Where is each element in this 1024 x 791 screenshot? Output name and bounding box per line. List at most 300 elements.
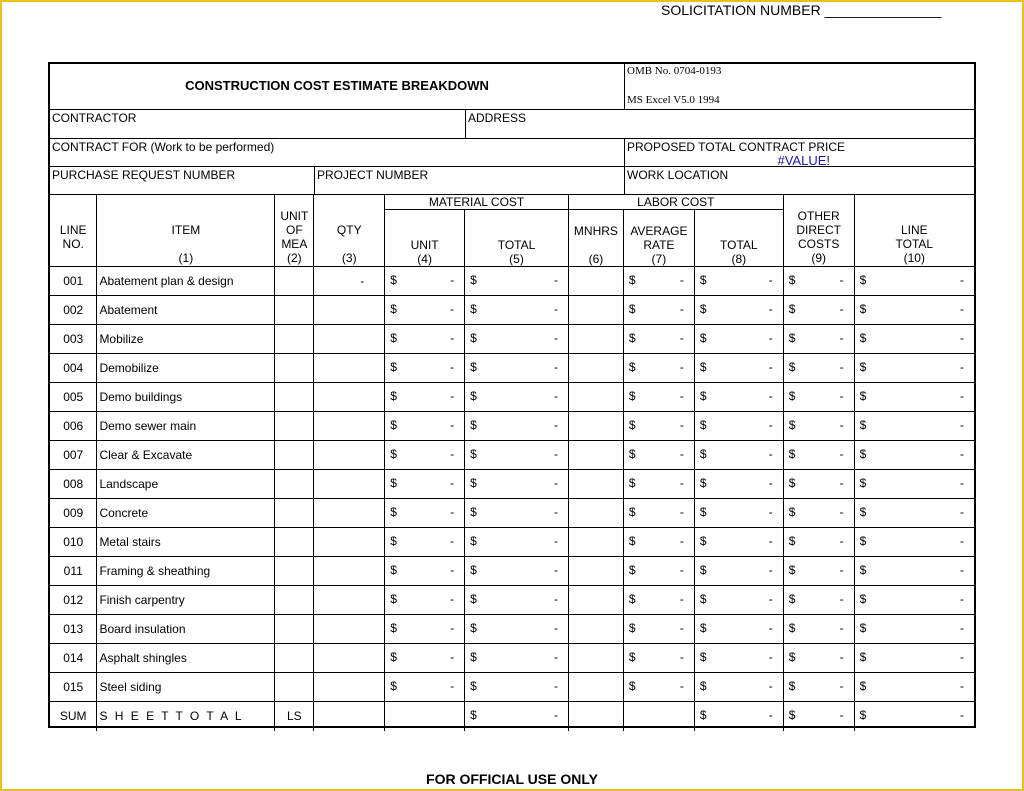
other-direct-costs-cell[interactable] [783, 354, 854, 383]
unit-of-measure-cell[interactable] [275, 528, 314, 557]
line-total-cell[interactable] [854, 644, 974, 673]
dollar-sign: $ [628, 592, 636, 606]
sheet-total-label: S H E E T T O T A L [97, 702, 275, 731]
qty-cell[interactable] [314, 412, 385, 441]
line-total-cell[interactable] [854, 470, 974, 499]
material-total-cell[interactable] [465, 673, 569, 702]
other-direct-costs-cell[interactable] [783, 644, 854, 673]
official-use-footer: FOR OFFICIAL USE ONLY [426, 771, 598, 787]
dollar-sign: $ [470, 302, 477, 316]
material-unit-cell[interactable] [385, 325, 465, 354]
dash-value: - [768, 389, 773, 403]
mnhrs-cell[interactable] [568, 470, 623, 499]
labor-total-cell[interactable] [694, 557, 783, 586]
item-name[interactable]: Mobilize [97, 325, 275, 354]
qty-cell[interactable]: - [314, 267, 385, 296]
mnhrs-cell[interactable] [568, 615, 623, 644]
average-rate-cell[interactable] [623, 499, 694, 528]
table-row [50, 528, 974, 557]
project-number-label: PROJECT NUMBER [317, 168, 429, 182]
material-unit-cell[interactable] [385, 441, 465, 470]
dollar-sign: $ [628, 447, 636, 461]
dash-value: - [839, 592, 844, 606]
item-name[interactable]: Demo sewer main [97, 412, 275, 441]
dash-value: - [768, 592, 773, 606]
dollar-sign: $ [859, 592, 867, 606]
dollar-sign: $ [788, 650, 796, 664]
dash-value: - [679, 679, 684, 693]
work-location-field[interactable] [624, 167, 974, 194]
line-number: 006 [50, 412, 97, 441]
other-direct-costs-cell[interactable] [783, 528, 854, 557]
other-direct-costs-cell[interactable] [783, 267, 854, 296]
item-name[interactable]: Concrete [97, 499, 275, 528]
qty-cell[interactable] [314, 644, 385, 673]
unit-of-measure-cell[interactable] [275, 325, 314, 354]
item-name[interactable]: Abatement [97, 296, 275, 325]
line-total-cell[interactable] [854, 557, 974, 586]
dash-value: - [768, 476, 773, 490]
sum-other-direct-costs-cell[interactable] [783, 702, 854, 731]
purchase-request-field[interactable] [50, 167, 314, 194]
dollar-sign: $ [699, 505, 707, 519]
dash-value: - [679, 447, 684, 461]
labor-total-cell[interactable] [694, 470, 783, 499]
qty-cell[interactable] [314, 470, 385, 499]
line-number: 008 [50, 470, 97, 499]
proposed-price-value: #VALUE! [777, 153, 830, 168]
material-total-cell[interactable] [465, 412, 569, 441]
dash-value: - [839, 650, 844, 664]
contractor-field[interactable] [50, 110, 465, 138]
line-total-cell[interactable] [854, 615, 974, 644]
dollar-sign: $ [390, 650, 397, 664]
dash-value: - [768, 679, 773, 693]
other-direct-costs-cell[interactable] [783, 470, 854, 499]
mnhrs-cell[interactable] [568, 354, 623, 383]
line-total-header: LINE TOTAL (10) [854, 195, 974, 267]
other-direct-costs-cell[interactable] [783, 673, 854, 702]
dash-value: - [839, 708, 844, 722]
mnhrs-cell[interactable] [568, 557, 623, 586]
dollar-sign: $ [390, 418, 397, 432]
labor-total-cell[interactable] [694, 267, 783, 296]
line-total-cell[interactable] [854, 354, 974, 383]
line-number: 004 [50, 354, 97, 383]
dollar-sign: $ [788, 331, 796, 345]
cost-estimate-form [48, 62, 976, 728]
material-total-cell[interactable] [465, 267, 569, 296]
labor-total-cell[interactable] [694, 441, 783, 470]
dash-value: - [839, 621, 844, 635]
dash-value: - [553, 302, 558, 316]
labor-total-cell[interactable] [694, 296, 783, 325]
dash-value: - [960, 360, 964, 374]
omb-number: OMB No. 0704-0193 [627, 65, 722, 77]
unit-of-measure-cell[interactable] [275, 267, 314, 296]
unit-of-measure-cell[interactable] [275, 644, 314, 673]
material-unit-cell[interactable] [385, 644, 465, 673]
dash-value: - [839, 331, 844, 345]
dollar-sign: $ [699, 563, 707, 577]
sum-material-total-cell[interactable] [465, 702, 569, 731]
form-title: CONSTRUCTION COST ESTIMATE BREAKDOWN [185, 78, 489, 93]
labor-cost-header: LABOR COST [568, 195, 783, 210]
dollar-sign: $ [470, 534, 477, 548]
item-header: ITEM (1) [97, 195, 275, 267]
labor-total-cell[interactable] [694, 354, 783, 383]
table-row [50, 354, 974, 383]
dollar-sign: $ [470, 592, 477, 606]
dash-value: - [679, 563, 684, 577]
material-total-cell[interactable] [465, 528, 569, 557]
average-rate-cell[interactable] [623, 296, 694, 325]
dash-value: - [768, 447, 773, 461]
dash-value: - [839, 447, 844, 461]
dollar-sign: $ [470, 476, 477, 490]
material-unit-cell[interactable] [385, 528, 465, 557]
table-row [50, 615, 974, 644]
contract-for-field[interactable] [50, 139, 624, 166]
line-total-cell[interactable] [854, 325, 974, 354]
dollar-sign: $ [699, 534, 707, 548]
unit-of-measure-cell[interactable] [275, 441, 314, 470]
qty-cell[interactable] [314, 296, 385, 325]
dollar-sign: $ [859, 650, 867, 664]
dollar-sign: $ [859, 273, 867, 287]
average-rate-cell[interactable] [623, 354, 694, 383]
dash-value: - [450, 505, 455, 519]
dollar-sign: $ [628, 418, 636, 432]
dollar-sign: $ [470, 650, 477, 664]
material-unit-cell[interactable] [385, 673, 465, 702]
material-unit-cell[interactable] [385, 557, 465, 586]
material-total-cell[interactable] [465, 383, 569, 412]
dollar-sign: $ [628, 679, 636, 693]
qty-cell[interactable] [314, 383, 385, 412]
unit-of-measure-cell[interactable] [275, 354, 314, 383]
dollar-sign: $ [628, 476, 636, 490]
average-rate-cell[interactable] [623, 528, 694, 557]
dash-value: - [768, 418, 773, 432]
dollar-sign: $ [859, 563, 867, 577]
line-total-cell[interactable] [854, 296, 974, 325]
dollar-sign: $ [470, 563, 477, 577]
labor-total-cell[interactable] [694, 615, 783, 644]
dash-value: - [768, 708, 773, 722]
other-direct-costs-cell[interactable] [783, 586, 854, 615]
material-unit-cell[interactable] [385, 615, 465, 644]
labor-total-cell[interactable] [694, 499, 783, 528]
material-total-cell[interactable] [465, 296, 569, 325]
dash-value: - [450, 273, 455, 287]
material-unit-cell[interactable] [385, 499, 465, 528]
material-total-cell[interactable] [465, 441, 569, 470]
address-label: ADDRESS [468, 111, 527, 125]
qty-cell[interactable] [314, 325, 385, 354]
dollar-sign: $ [470, 418, 477, 432]
dollar-sign: $ [390, 302, 397, 316]
work-location-label: WORK LOCATION [627, 168, 729, 182]
dash-value: - [960, 621, 964, 635]
sum-average-rate-cell[interactable] [623, 702, 694, 731]
average-rate-cell[interactable] [623, 470, 694, 499]
other-direct-costs-cell[interactable] [783, 441, 854, 470]
sum-material-unit-cell[interactable] [385, 702, 465, 731]
line-total-cell[interactable] [854, 528, 974, 557]
line-total-cell[interactable] [854, 499, 974, 528]
average-rate-cell[interactable] [623, 383, 694, 412]
mnhrs-cell[interactable] [568, 644, 623, 673]
other-direct-costs-cell[interactable] [783, 412, 854, 441]
table-row [50, 499, 974, 528]
unit-of-measure-cell[interactable] [275, 499, 314, 528]
dash-value: - [960, 679, 964, 693]
item-name[interactable]: Finish carpentry [97, 586, 275, 615]
labor-total-cell[interactable] [694, 325, 783, 354]
dollar-sign: $ [390, 331, 397, 345]
item-name[interactable]: Landscape [97, 470, 275, 499]
qty-cell[interactable] [314, 586, 385, 615]
average-rate-cell[interactable] [623, 325, 694, 354]
qty-cell[interactable] [314, 673, 385, 702]
line-total-cell[interactable] [854, 383, 974, 412]
dash-value: - [553, 650, 558, 664]
unit-of-measure-cell[interactable] [275, 412, 314, 441]
dash-value: - [450, 621, 455, 635]
material-total-cell[interactable] [465, 499, 569, 528]
line-total-cell[interactable] [854, 267, 974, 296]
labor-total-cell[interactable] [694, 528, 783, 557]
sum-mnhrs-cell[interactable] [568, 702, 623, 731]
line-number: 009 [50, 499, 97, 528]
dash-value: - [839, 389, 844, 403]
dollar-sign: $ [788, 679, 796, 693]
other-direct-costs-cell[interactable] [783, 615, 854, 644]
dash-value: - [960, 418, 964, 432]
mnhrs-cell[interactable] [568, 325, 623, 354]
dash-value: - [450, 360, 455, 374]
material-total-cell[interactable] [465, 586, 569, 615]
material-unit-cell[interactable] [385, 296, 465, 325]
material-unit-cell[interactable] [385, 267, 465, 296]
dollar-sign: $ [628, 389, 636, 403]
dollar-sign: $ [699, 418, 707, 432]
item-name[interactable]: Clear & Excavate [97, 441, 275, 470]
mnhrs-cell[interactable] [568, 412, 623, 441]
dollar-sign: $ [470, 708, 477, 722]
material-unit-cell[interactable] [385, 383, 465, 412]
average-rate-cell[interactable] [623, 557, 694, 586]
proposed-price-field[interactable] [624, 139, 974, 166]
material-cost-header: MATERIAL COST [385, 195, 569, 210]
line-total-cell[interactable] [854, 412, 974, 441]
average-rate-cell[interactable] [623, 267, 694, 296]
solicitation-number: SOLICITATION NUMBER _______________ [661, 2, 942, 18]
dollar-sign: $ [470, 621, 477, 635]
material-total-cell[interactable] [465, 644, 569, 673]
mnhrs-cell[interactable] [568, 528, 623, 557]
qty-header: QTY (3) [314, 195, 385, 267]
dash-value: - [960, 273, 964, 287]
item-name[interactable]: Framing & sheathing [97, 557, 275, 586]
dollar-sign: $ [788, 621, 796, 635]
unit-of-measure-cell[interactable] [275, 615, 314, 644]
qty-cell[interactable] [314, 528, 385, 557]
unit-of-measure-cell[interactable] [275, 557, 314, 586]
mnhrs-cell[interactable] [568, 383, 623, 412]
material-unit-cell[interactable] [385, 586, 465, 615]
form-title-row [50, 64, 974, 110]
mnhrs-cell[interactable] [568, 673, 623, 702]
sum-labor-total-cell[interactable] [694, 702, 783, 731]
mnhrs-cell[interactable] [568, 267, 623, 296]
project-number-field[interactable] [314, 167, 624, 194]
other-direct-costs-cell[interactable] [783, 296, 854, 325]
mnhrs-cell[interactable] [568, 499, 623, 528]
dollar-sign: $ [699, 650, 707, 664]
dash-value: - [553, 418, 558, 432]
table-row [50, 325, 974, 354]
line-total-cell[interactable] [854, 586, 974, 615]
line-number: 003 [50, 325, 97, 354]
qty-cell[interactable] [314, 499, 385, 528]
dollar-sign: $ [628, 331, 636, 345]
other-direct-costs-cell[interactable] [783, 499, 854, 528]
item-name[interactable]: Metal stairs [97, 528, 275, 557]
dollar-sign: $ [699, 273, 707, 287]
dash-value: - [553, 505, 558, 519]
line-number: 005 [50, 383, 97, 412]
dollar-sign: $ [788, 360, 796, 374]
line-number: 001 [50, 267, 97, 296]
dollar-sign: $ [788, 418, 796, 432]
other-direct-costs-cell[interactable] [783, 325, 854, 354]
item-name[interactable]: Demo buildings [97, 383, 275, 412]
dash-value: - [768, 650, 773, 664]
unit-of-measure-cell[interactable] [275, 383, 314, 412]
unit-of-measure-cell[interactable] [275, 470, 314, 499]
material-total-cell[interactable] [465, 325, 569, 354]
dash-value: - [960, 447, 964, 461]
dash-value: - [450, 447, 455, 461]
dash-value: - [768, 331, 773, 345]
dollar-sign: $ [788, 534, 796, 548]
other-direct-costs-cell[interactable] [783, 383, 854, 412]
labor-total-cell[interactable] [694, 412, 783, 441]
line-total-cell[interactable] [854, 441, 974, 470]
material-unit-cell[interactable] [385, 470, 465, 499]
mnhrs-cell[interactable] [568, 586, 623, 615]
labor-total-cell[interactable] [694, 586, 783, 615]
dash-value: - [960, 650, 964, 664]
labor-total-header: TOTAL (8) [694, 210, 783, 267]
unit-of-measure-cell[interactable] [275, 296, 314, 325]
dollar-sign: $ [788, 389, 796, 403]
other-direct-costs-cell[interactable] [783, 557, 854, 586]
labor-total-cell[interactable] [694, 644, 783, 673]
average-rate-cell[interactable] [623, 673, 694, 702]
dollar-sign: $ [788, 476, 796, 490]
dash-value: - [960, 389, 964, 403]
table-row [50, 673, 974, 702]
qty-cell[interactable] [314, 557, 385, 586]
dollar-sign: $ [628, 360, 636, 374]
dollar-sign: $ [699, 447, 707, 461]
item-name[interactable]: Board insulation [97, 615, 275, 644]
labor-total-cell[interactable] [694, 673, 783, 702]
material-total-cell[interactable] [465, 354, 569, 383]
material-total-cell[interactable] [465, 557, 569, 586]
dollar-sign: $ [470, 389, 477, 403]
dash-value: - [553, 389, 558, 403]
line-number: 007 [50, 441, 97, 470]
dollar-sign: $ [859, 389, 867, 403]
material-unit-cell[interactable] [385, 412, 465, 441]
mnhrs-cell[interactable] [568, 296, 623, 325]
group-header-row [50, 195, 974, 210]
item-name[interactable]: Asphalt shingles [97, 644, 275, 673]
line-total-cell[interactable] [854, 673, 974, 702]
dash-value: - [768, 563, 773, 577]
labor-total-cell[interactable] [694, 383, 783, 412]
dash-value: - [960, 302, 964, 316]
item-name[interactable]: Steel siding [97, 673, 275, 702]
dollar-sign: $ [699, 679, 707, 693]
dash-value: - [679, 534, 684, 548]
dollar-sign: $ [628, 505, 636, 519]
qty-cell[interactable] [314, 615, 385, 644]
dollar-sign: $ [699, 389, 707, 403]
material-total-cell[interactable] [465, 615, 569, 644]
sum-line-total-cell[interactable] [854, 702, 974, 731]
dash-value: - [553, 621, 558, 635]
address-field[interactable] [465, 110, 974, 138]
dash-value: - [679, 505, 684, 519]
contract-for-label: CONTRACT FOR (Work to be performed) [52, 140, 275, 154]
unit-of-measure-cell[interactable] [275, 586, 314, 615]
dash-value: - [679, 476, 684, 490]
dash-value: - [553, 534, 558, 548]
dash-value: - [679, 621, 684, 635]
dash-value: - [960, 331, 964, 345]
material-unit-cell[interactable] [385, 354, 465, 383]
average-rate-cell[interactable] [623, 644, 694, 673]
line-number: 015 [50, 673, 97, 702]
dollar-sign: $ [788, 592, 796, 606]
unit-of-measure-cell[interactable] [275, 673, 314, 702]
dash-value: - [553, 476, 558, 490]
table-row [50, 644, 974, 673]
qty-cell[interactable] [314, 441, 385, 470]
average-rate-cell[interactable] [623, 441, 694, 470]
average-rate-cell[interactable] [623, 412, 694, 441]
sum-row [50, 702, 974, 731]
item-name[interactable]: Abatement plan & design [97, 267, 275, 296]
dash-value: - [450, 592, 455, 606]
omb-cell [624, 64, 974, 109]
contract-row [50, 139, 974, 167]
average-rate-cell[interactable] [623, 615, 694, 644]
material-total-cell[interactable] [465, 470, 569, 499]
sum-qty-cell[interactable] [314, 702, 385, 731]
proposed-price-label: PROPOSED TOTAL CONTRACT PRICE [627, 140, 846, 154]
dollar-sign: $ [628, 621, 636, 635]
qty-cell[interactable] [314, 354, 385, 383]
item-name[interactable]: Demobilize [97, 354, 275, 383]
mnhrs-cell[interactable] [568, 441, 623, 470]
average-rate-cell[interactable] [623, 586, 694, 615]
